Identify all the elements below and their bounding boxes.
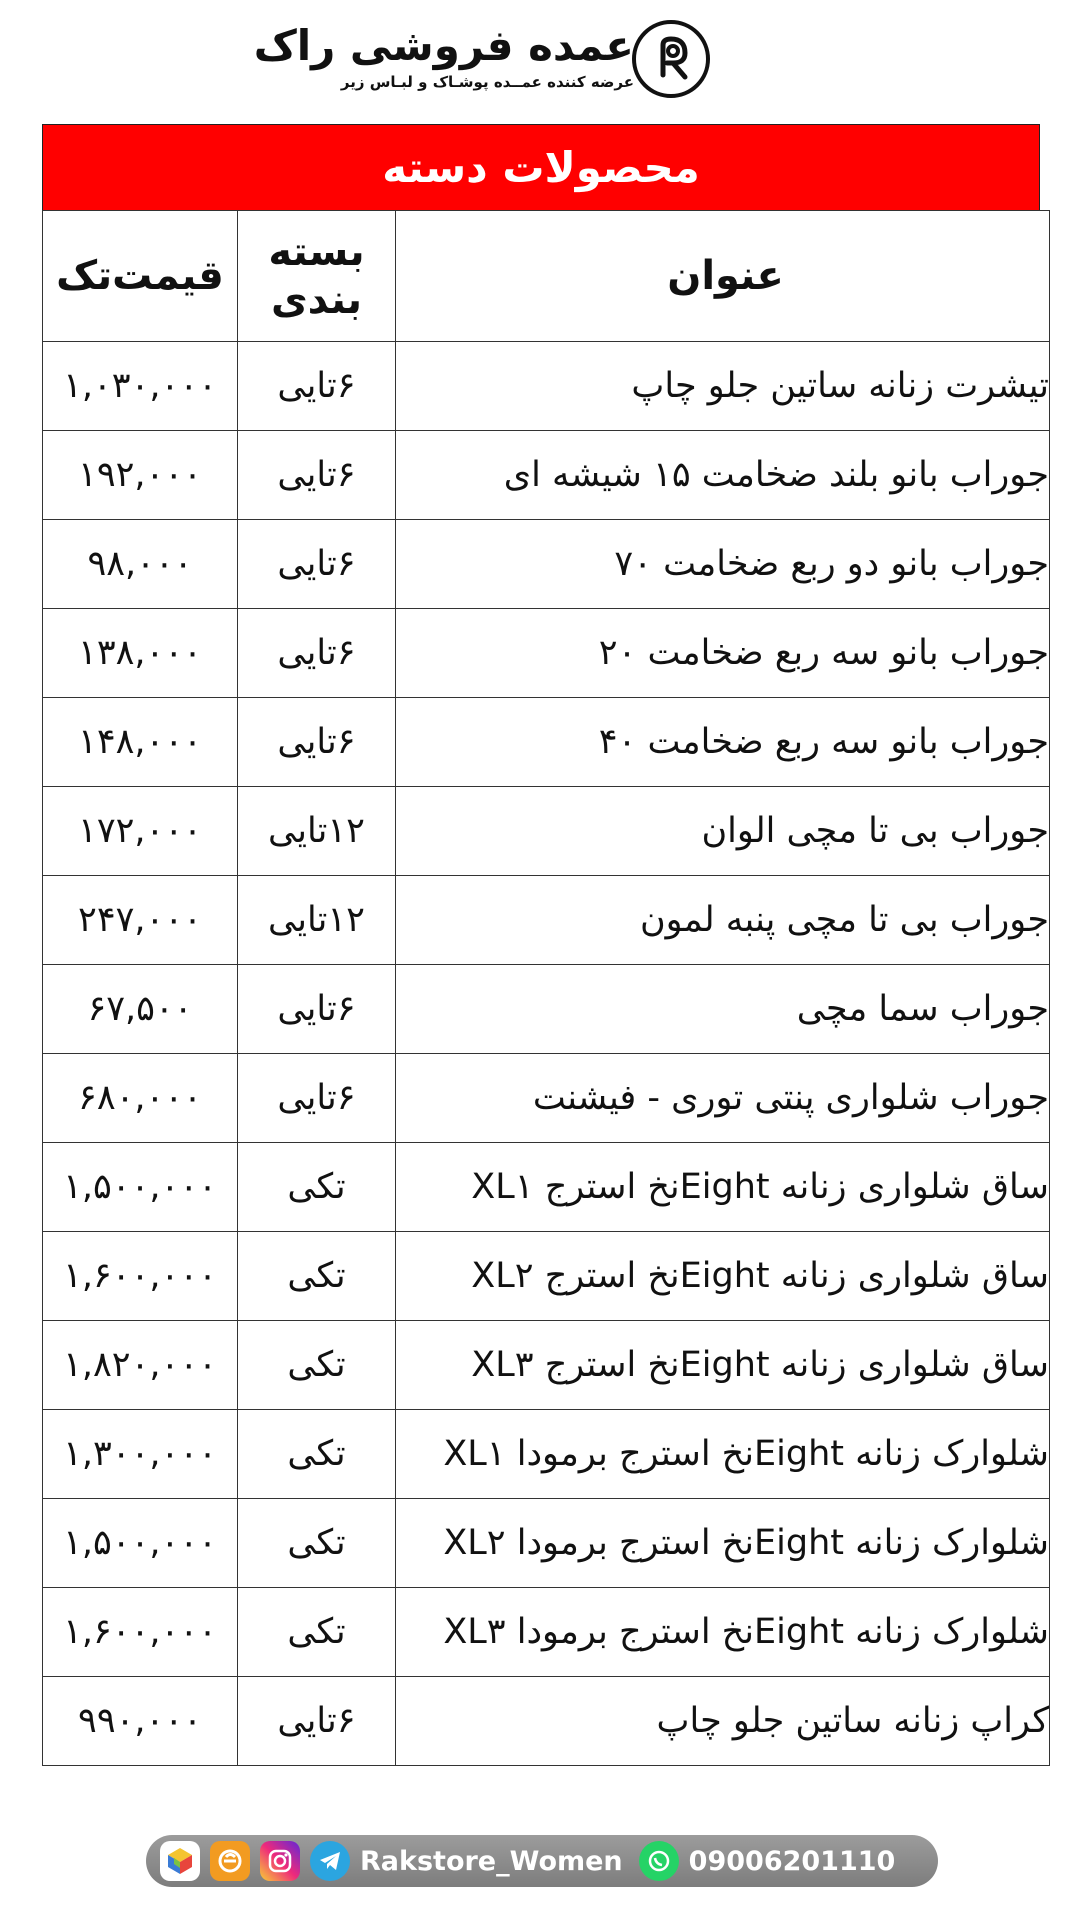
instagram-icon[interactable]: [260, 1841, 300, 1881]
row-title: جوراب بی تا مچی پنبه لمون: [396, 876, 1050, 965]
table-row: [43, 431, 1050, 520]
table-row: [43, 876, 1050, 965]
row-title: جوراب بانو سه ربع ضخامت ۲۰: [396, 609, 1050, 698]
table-row: [43, 965, 1050, 1054]
row-pack: تکی: [238, 1410, 396, 1499]
price-table: [42, 124, 1049, 1766]
row-title: شلوارک زنانه Eightنخ استرج برمودا XL۱: [396, 1410, 1050, 1499]
row-pack: تکی: [238, 1499, 396, 1588]
row-pack: ۶تایی: [238, 965, 396, 1054]
row-pack: ۶تایی: [238, 698, 396, 787]
contact-bar: [146, 1835, 938, 1887]
row-price: ۶۷,۵۰۰: [43, 965, 238, 1054]
row-pack: تکی: [238, 1321, 396, 1410]
table-row: [43, 342, 1050, 431]
row-price: ۱۷۲,۰۰۰: [43, 787, 238, 876]
table-row: [43, 1321, 1050, 1410]
table-row: [43, 520, 1050, 609]
row-price: ۱,۰۳۰,۰۰۰: [43, 342, 238, 431]
row-title: جوراب سما مچی: [396, 965, 1050, 1054]
whatsapp-icon[interactable]: [639, 1841, 679, 1881]
row-pack: تکی: [238, 1588, 396, 1677]
row-title: جوراب بانو دو ربع ضخامت ۷۰: [396, 520, 1050, 609]
row-title: شلوارک زنانه Eightنخ استرج برمودا XL۲: [396, 1499, 1050, 1588]
row-price: ۱۹۲,۰۰۰: [43, 431, 238, 520]
row-pack: ۶تایی: [238, 609, 396, 698]
row-pack: ۶تایی: [238, 1054, 396, 1143]
table-row: [43, 609, 1050, 698]
row-price: ۱۴۸,۰۰۰: [43, 698, 238, 787]
row-title: جوراب بانو سه ربع ضخامت ۴۰: [396, 698, 1050, 787]
table-row: [43, 1054, 1050, 1143]
table-row: [43, 698, 1050, 787]
row-pack: تکی: [238, 1143, 396, 1232]
brand-tagline: عرضه کننده عمــده پوشـاک و لبـاس زیر: [340, 73, 634, 91]
row-price: ۱,۶۰۰,۰۰۰: [43, 1232, 238, 1321]
row-title: کراپ زنانه ساتین جلو چاپ: [396, 1677, 1050, 1766]
row-pack: ۶تایی: [238, 1677, 396, 1766]
row-pack: تکی: [238, 1232, 396, 1321]
row-title: جوراب بانو بلند ضخامت ۱۵ شیشه ای: [396, 431, 1050, 520]
social-handle[interactable]: Rakstore_Women: [360, 1845, 623, 1877]
table-row: [43, 1588, 1050, 1677]
row-price: ۶۸۰,۰۰۰: [43, 1054, 238, 1143]
product-table: [42, 210, 1050, 1766]
row-price: ۱,۳۰۰,۰۰۰: [43, 1410, 238, 1499]
header-price: قیمت‌تک: [43, 211, 238, 342]
row-price: ۹۹۰,۰۰۰: [43, 1677, 238, 1766]
row-title: شلوارک زنانه Eightنخ استرج برمودا XL۳: [396, 1588, 1050, 1677]
table-row: [43, 1677, 1050, 1766]
table-row: [43, 1499, 1050, 1588]
row-price: ۱,۵۰۰,۰۰۰: [43, 1143, 238, 1232]
row-title: ساق شلواری زنانه Eightنخ استرج XL۲: [396, 1232, 1050, 1321]
phone-number[interactable]: 09006201110: [688, 1845, 896, 1877]
brand-logo-icon: [632, 20, 710, 98]
row-price: ۲۴۷,۰۰۰: [43, 876, 238, 965]
row-pack: ۶تایی: [238, 342, 396, 431]
brand-text: [254, 20, 634, 92]
table-title: محصولات دسته: [42, 124, 1040, 210]
row-pack: ۱۲تایی: [238, 876, 396, 965]
row-price: ۱,۵۰۰,۰۰۰: [43, 1499, 238, 1588]
row-pack: ۶تایی: [238, 431, 396, 520]
brand-header: [0, 16, 1080, 106]
row-pack: ۶تایی: [238, 520, 396, 609]
brand-name: عمده فروشی راک: [253, 21, 634, 70]
telegram-icon[interactable]: [310, 1841, 350, 1881]
table-row: [43, 1232, 1050, 1321]
row-title: جوراب شلواری پنتی توری - فیشنت: [396, 1054, 1050, 1143]
row-title: تیشرت زنانه ساتین جلو چاپ: [396, 342, 1050, 431]
header-title: عنوان: [396, 211, 1050, 342]
row-price: ۱۳۸,۰۰۰: [43, 609, 238, 698]
row-price: ۱,۸۲۰,۰۰۰: [43, 1321, 238, 1410]
table-row: [43, 787, 1050, 876]
row-price: ۱,۶۰۰,۰۰۰: [43, 1588, 238, 1677]
eitaa-icon[interactable]: [210, 1841, 250, 1881]
row-price: ۹۸,۰۰۰: [43, 520, 238, 609]
table-header-row: [43, 211, 1050, 342]
cube-app-icon[interactable]: [160, 1841, 200, 1881]
row-title: جوراب بی تا مچی الوان: [396, 787, 1050, 876]
row-title: ساق شلواری زنانه Eightنخ استرج XL۳: [396, 1321, 1050, 1410]
row-title: ساق شلواری زنانه Eightنخ استرج XL۱: [396, 1143, 1050, 1232]
table-row: [43, 1410, 1050, 1499]
header-pack: بسته بندی: [238, 211, 396, 342]
row-pack: ۱۲تایی: [238, 787, 396, 876]
table-row: [43, 1143, 1050, 1232]
